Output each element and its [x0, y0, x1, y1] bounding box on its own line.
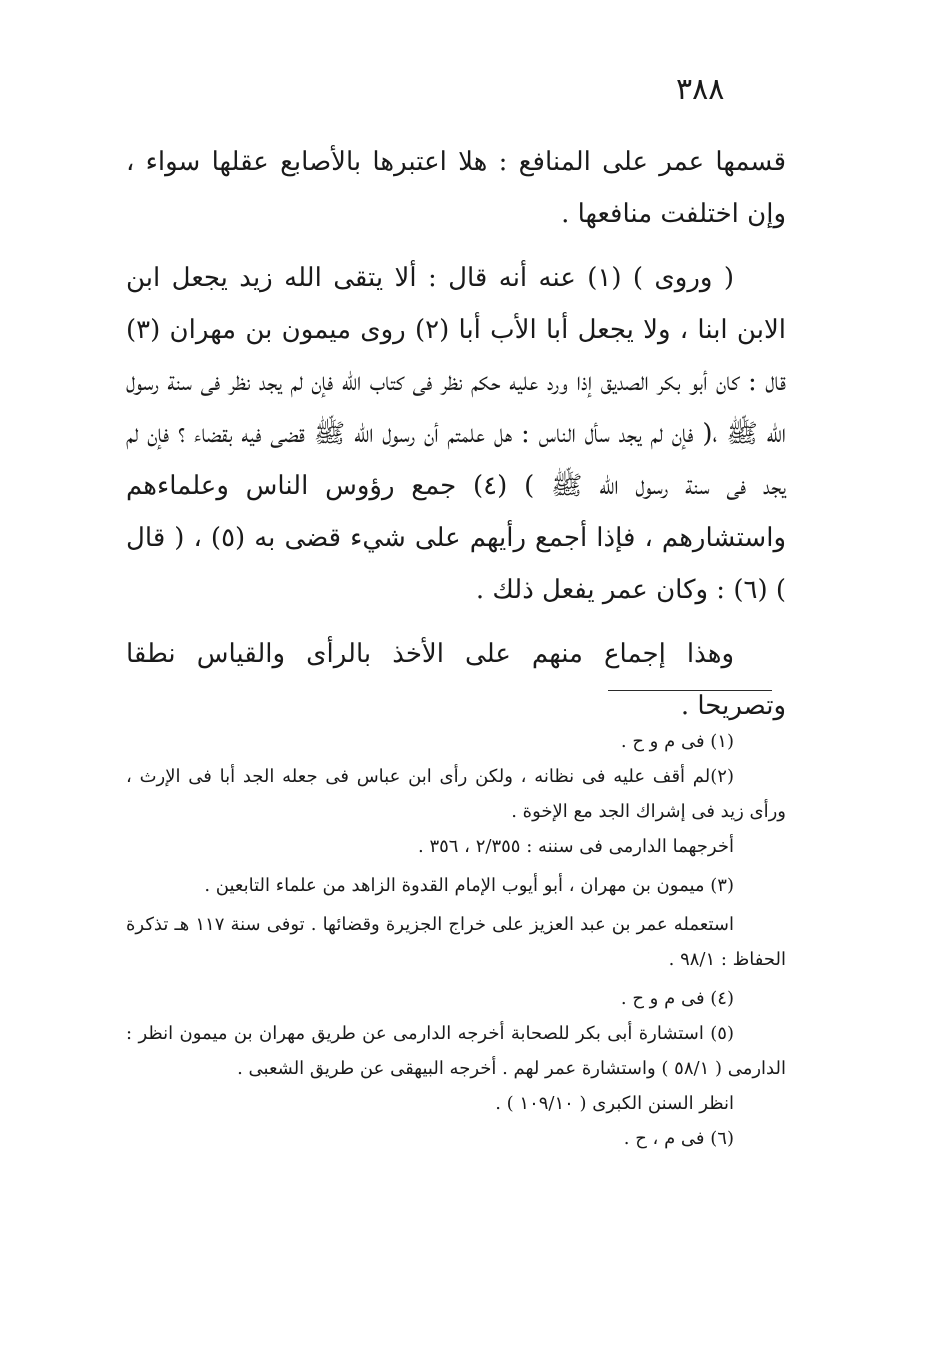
footnotes — [126, 724, 786, 1156]
footnote-6: (٦) فى م ، ح . — [623, 1128, 734, 1149]
main-text — [126, 136, 786, 732]
paragraph-2: ( وروى ) (١) عنه أنه قال : ألا يتقى الله زيد يجعل ابن الابن ابنا ، ولا يجعل أبا الأب أبا (٢) روى ميمون بن مهران (٣) قال : كان أبو بكر الصديق إذا ورد عليه حكم نظر فى كتاب الله فإن لم يجد نظر فى سنة رسول الله ﷺ ،( فإن لم يجد سأل الناس : هل علمتم أن رسول الله ﷺ قضى فيه بقضاء ؟ فإن لم يجد فى سنة رسول الله ﷺ ) (٤) جمع رؤوس الناس وعلماءهم واستشارهم ، فإذا أجمع رأيهم على شيء قضى به (٥) ، ( قال ) (٦) : وكان عمر يفعل ذلك . — [126, 263, 786, 605]
footnote-1: (١) فى م و ح . — [620, 731, 734, 752]
footnote-3: (٣) ميمون بن مهران ، أبو أيوب الإمام القدوة الزاهد من علماء التابعين . — [204, 875, 734, 896]
page-number: ٣٨٨ — [676, 72, 725, 107]
paragraph-1: قسمها عمر على المنافع : هلا اعتبرها بالأصابع عقلها سواء ، وإن اختلفت منافعها . — [126, 147, 786, 229]
footnote-5-source: انظر السنن الكبرى ( ١٠٩/١٠ ) . — [495, 1093, 734, 1114]
footnote-2-source: أخرجهما الدارمى فى سننه : ٢/٣٥٥ ، ٣٥٦ . — [417, 836, 734, 857]
footnote-4: (٤) فى م و ح . — [620, 988, 734, 1009]
footnote-3-detail: استعمله عمر بن عبد العزيز على خراج الجزيرة وقضائها . توفى سنة ١١٧ هـ تذكرة الحفاظ : ٩٨/١ . — [126, 914, 786, 970]
footnote-2: (٢)لم أقف عليه فى نظانه ، ولكن رأى ابن عباس فى جعله الجد أبا فى الإرث ، ورأى زيد فى إشراك الجد مع الإخوة . — [126, 766, 786, 822]
footnote-divider — [608, 690, 772, 691]
paragraph-3: وهذا إجماع منهم على الأخذ بالرأى والقياس نطقا وتصريحا . — [126, 639, 786, 721]
footnote-5: (٥) استشارة أبى بكر للصحابة أخرجه الدارمى عن طريق مهران بن ميمون انظر : الدارمى ( ٥٨/١ ) واستشارة عمر لهم . أخرجه البيهقى عن طريق الشعبى . — [126, 1023, 786, 1079]
